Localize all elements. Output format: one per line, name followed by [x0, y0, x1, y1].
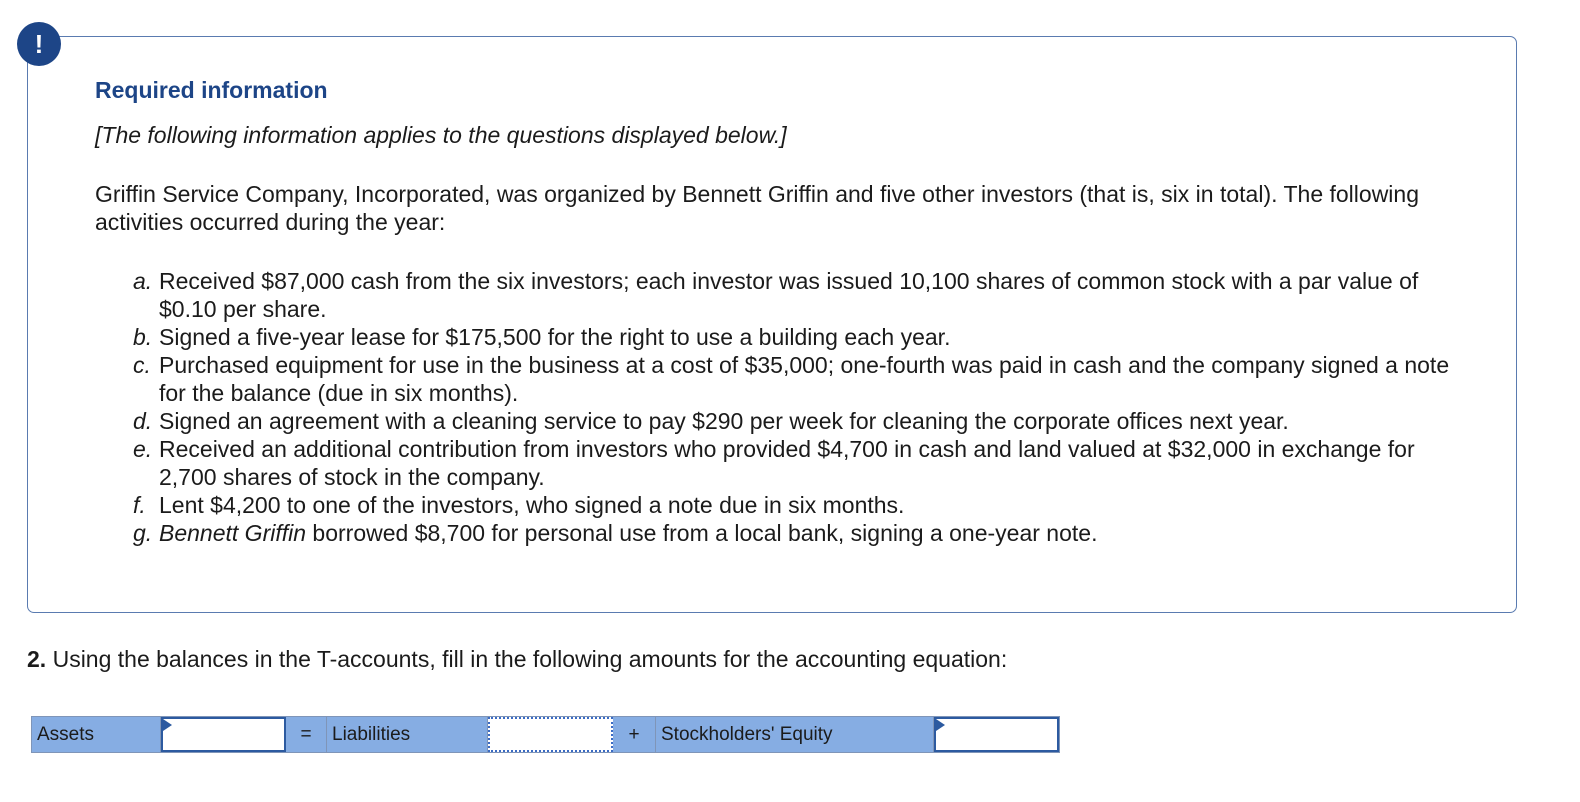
question-number: 2. [27, 646, 47, 672]
stockholders-equity-label: Stockholders' Equity [656, 717, 934, 752]
assets-input[interactable] [161, 717, 286, 752]
activity-text: Purchased equipment for use in the business at a cost of $35,000; one-fourth was paid in cash and the company signed a note for the balance (due in six months). [159, 352, 1450, 406]
activity-text: Received $87,000 cash from the six investors; each investor was issued 10,100 shares of common stock with a par value of $0.10 per share. [159, 268, 1419, 322]
activity-text: Signed a five-year lease for $175,500 for the right to use a building each year. [159, 324, 951, 350]
activity-text: Signed an agreement with a cleaning service to pay $290 per week for cleaning the corporate offices next year. [159, 408, 1289, 434]
liabilities-input[interactable] [488, 717, 613, 752]
activity-text: Lent $4,200 to one of the investors, who signed a note due in six months. [159, 492, 905, 518]
activity-letter: g. [133, 520, 153, 546]
stockholders-equity-input[interactable] [934, 717, 1059, 752]
panel-title: Required information [95, 77, 328, 103]
activity-letter: f. [133, 492, 146, 518]
activity-text: Received an additional contribution from investors who provided $4,700 in cash and land valued at $32,000 in exchange for 2,700 shares of stock in the company. [159, 436, 1415, 490]
question-prompt [27, 646, 1007, 673]
activity-item-e [133, 435, 1453, 491]
assets-input-wrapper [161, 717, 286, 752]
activity-letter: e. [133, 436, 153, 462]
panel-intro: Griffin Service Company, Incorporated, was organized by Bennett Griffin and five other investors (that is, six in total). The following activities occurred during the year: [95, 181, 1419, 235]
activity-item-d [133, 407, 1453, 435]
plus-sign: + [613, 717, 656, 752]
activity-person-name: Bennett Griffin [159, 520, 307, 546]
accounting-equation-row [31, 716, 1060, 753]
activity-text: borrowed $8,700 for personal use from a local bank, signing a one-year note. [306, 520, 1098, 546]
liabilities-input-wrapper [488, 717, 613, 752]
activity-letter: a. [133, 268, 153, 294]
equals-sign: = [286, 717, 327, 752]
activity-item-b [133, 323, 1453, 351]
activity-item-g [133, 519, 1453, 547]
liabilities-label: Liabilities [327, 717, 488, 752]
required-information-panel [27, 36, 1517, 613]
equity-input-wrapper [934, 717, 1059, 752]
panel-subtitle: [The following information applies to the questions displayed below.] [95, 122, 787, 148]
activity-letter: d. [133, 408, 153, 434]
activity-letter: c. [133, 352, 151, 378]
activity-item-f [133, 491, 1453, 519]
question-text: Using the balances in the T-accounts, fill in the following amounts for the accounting equation: [46, 646, 1008, 672]
activity-list [133, 267, 1453, 547]
activity-letter: b. [133, 324, 153, 350]
activity-item-a [133, 267, 1453, 323]
activity-item-c [133, 351, 1453, 407]
assets-label: Assets [32, 717, 161, 752]
alert-icon: ! [17, 22, 61, 66]
